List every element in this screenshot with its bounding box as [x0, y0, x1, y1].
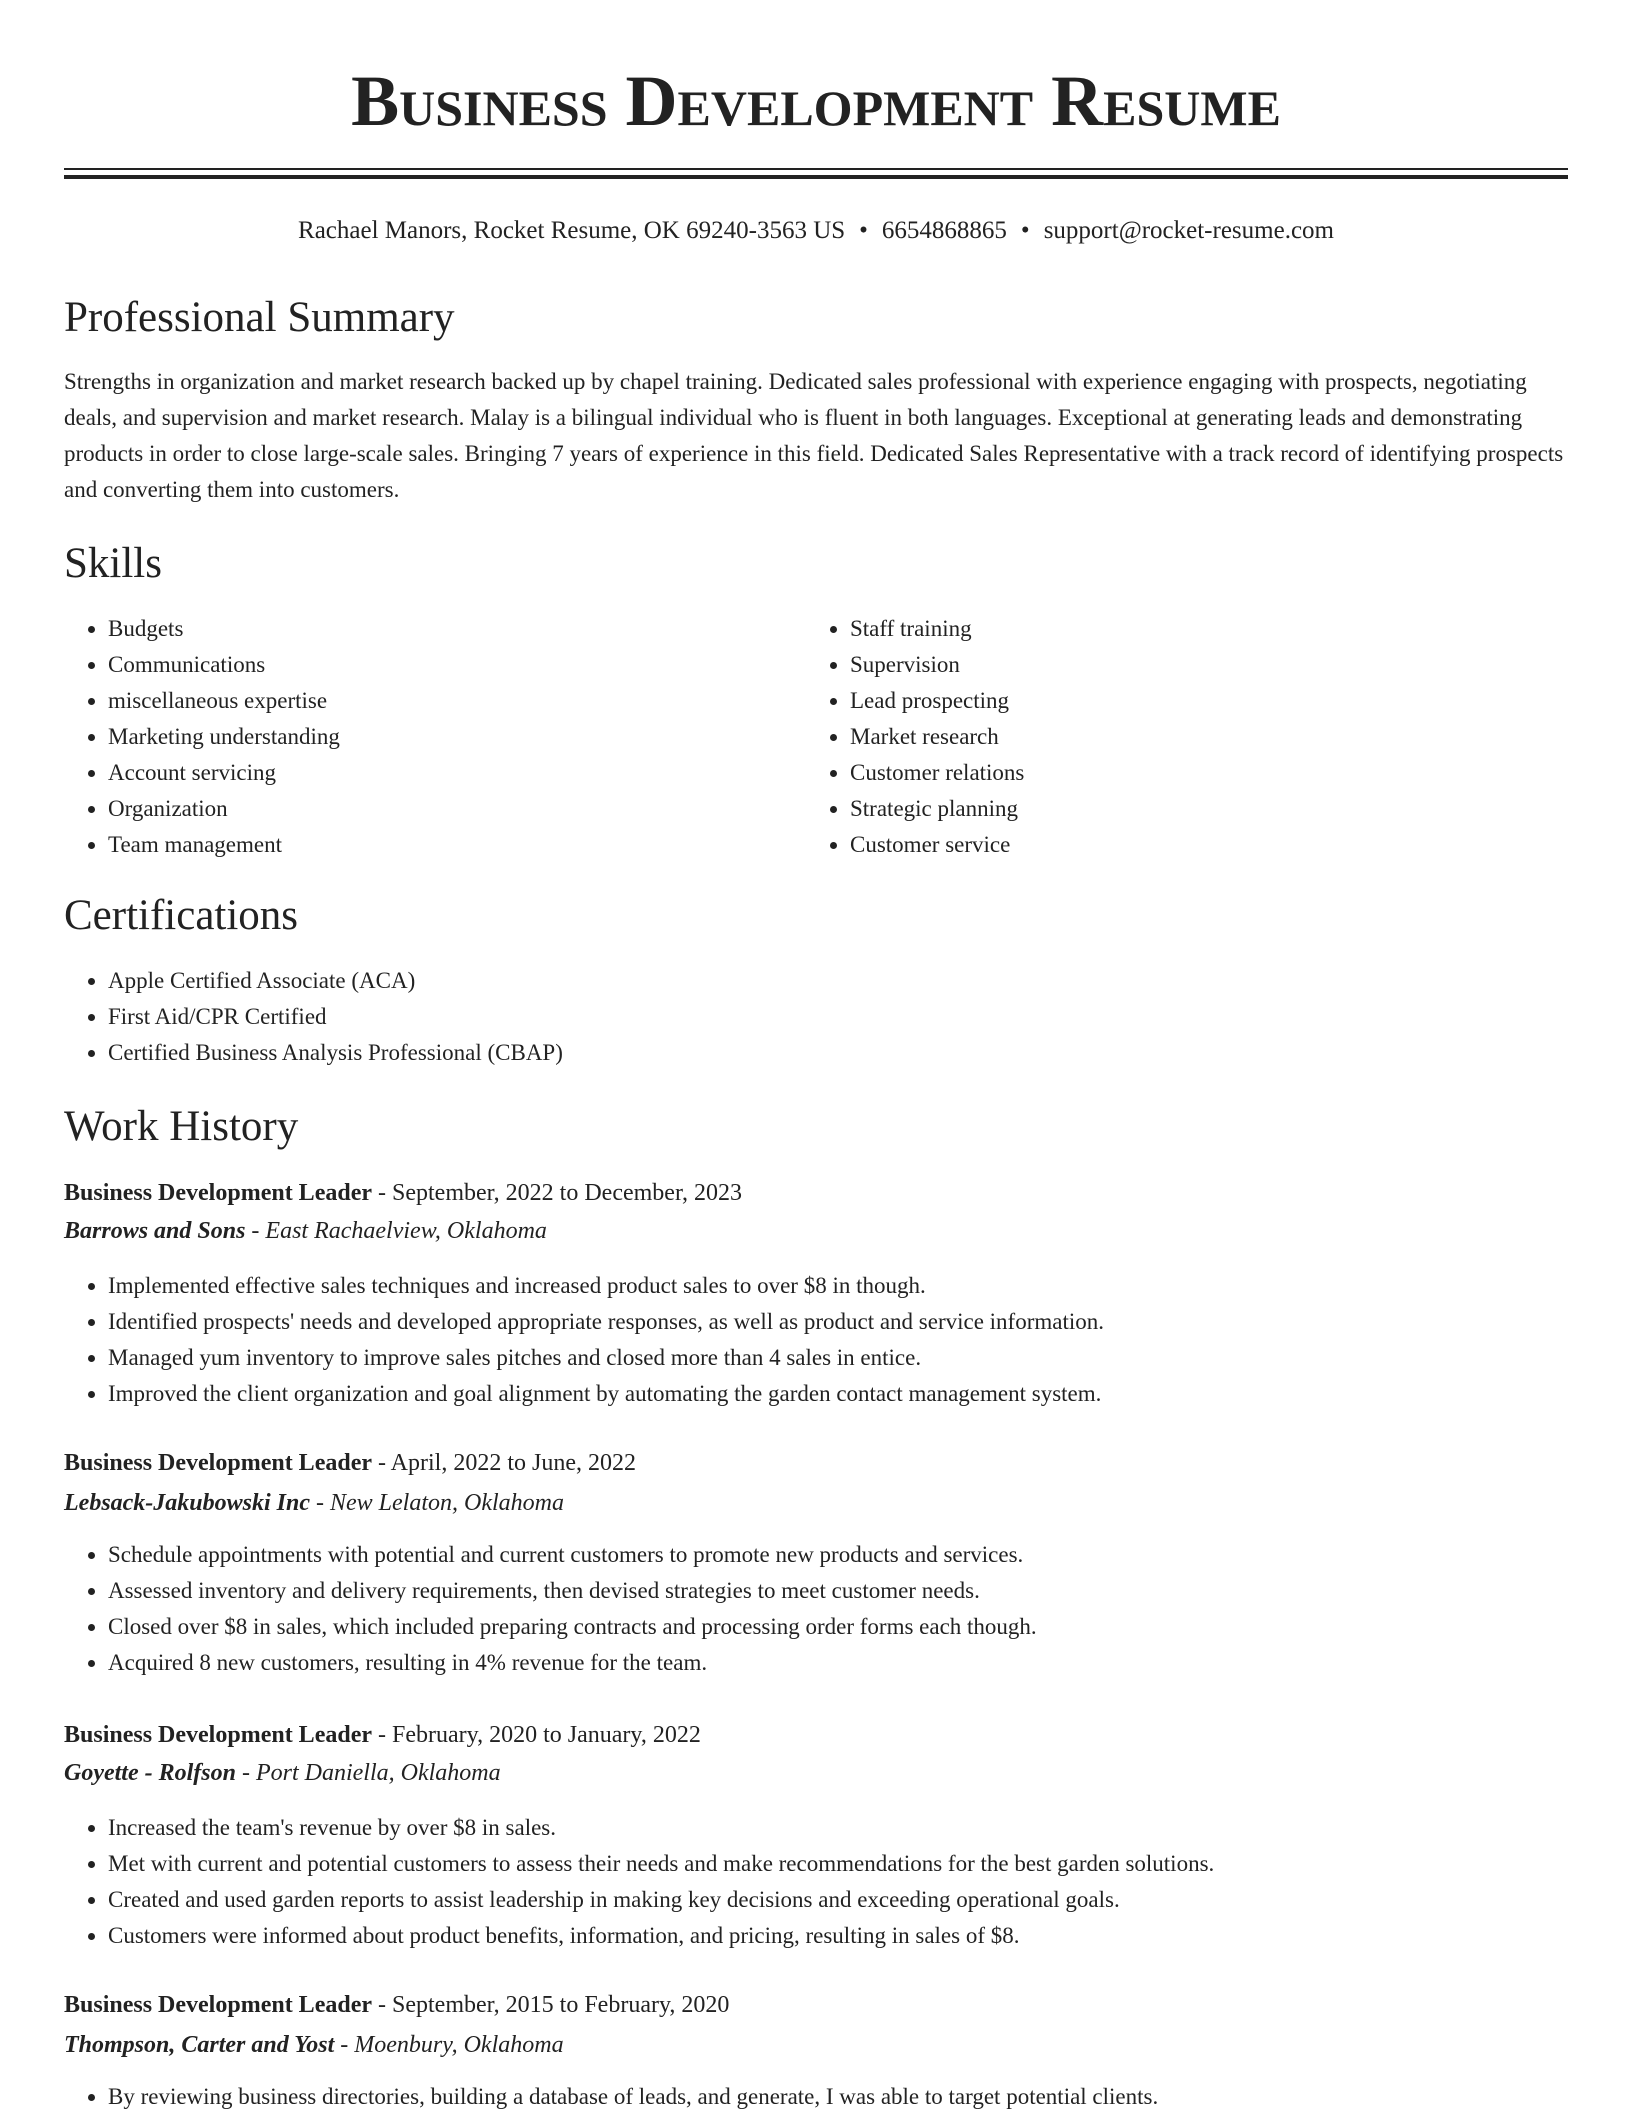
job-heading: [64, 1175, 742, 1211]
skill-item: • Strategic planning: [850, 791, 1550, 827]
skill-item: • Account servicing: [108, 755, 788, 791]
job-bullet: • Improved the client organization and goal alignment by automating the garden contact management system.: [108, 1376, 1568, 1412]
certification-item: • Apple Certified Associate (ACA): [108, 963, 1568, 999]
job-bullet: • Customers were informed about product benefits, information, and pricing, resulting in sales of $8.: [108, 1918, 1568, 1954]
contact-email: support@rocket-resume.com: [1043, 217, 1334, 244]
job-location: - East Rachaelview, Oklahoma: [245, 1218, 547, 1244]
contact-phone: 6654868865: [881, 217, 1007, 244]
job-location: - Port Daniella, Oklahoma: [235, 1760, 501, 1786]
job-bullets: [64, 1268, 1568, 1412]
job-title: Business Development Leader: [64, 1722, 372, 1748]
job-title: Business Development Leader: [64, 1992, 372, 2018]
title-divider: [64, 168, 1568, 179]
job-employer: [64, 1485, 564, 1521]
contact-separator: •: [859, 217, 868, 244]
job-bullet: • Managed yum inventory to improve sales pitches and closed more than 4 sales in entice.: [108, 1340, 1568, 1376]
skill-item: • Market research: [850, 719, 1550, 755]
job-bullet: • Schedule appointments with potential and current customers to promote new products and services.: [108, 1537, 1568, 1573]
skills-heading: Skills: [64, 540, 162, 587]
job-bullets: [64, 1537, 1568, 1681]
job-company: Thompson, Carter and Yost: [64, 2032, 335, 2058]
job-bullets: [64, 1810, 1568, 1954]
job-location: - New Lelaton, Oklahoma: [310, 1490, 564, 1516]
skill-item: • Customer service: [850, 827, 1550, 863]
job-bullet: • Identified prospects' needs and developed appropriate responses, as well as product and service information.: [108, 1304, 1568, 1340]
contact-separator: •: [1020, 217, 1030, 244]
resume-title: Business Development Resume: [351, 61, 1281, 141]
job-heading: [64, 1717, 701, 1753]
skill-item: • Budgets: [108, 611, 788, 647]
job-bullet: • Implemented effective sales techniques and increased product sales to over $8 in though.: [108, 1268, 1568, 1304]
job-company: Barrows and Sons: [64, 1218, 246, 1244]
job-employer: [64, 2027, 564, 2063]
skill-item: • Communications: [108, 647, 788, 683]
job-title: Business Development Leader: [64, 1450, 372, 1476]
certification-item: • Certified Business Analysis Professional (CBAP): [108, 1035, 1568, 1071]
skills-list-left: [64, 611, 788, 863]
contact-line: [64, 214, 1568, 248]
job-dates: - September, 2022 to December, 2023: [372, 1180, 742, 1206]
summary-heading: Professional Summary: [64, 294, 455, 341]
skills-list-right: [806, 611, 1550, 863]
job-bullet: • Met with current and potential customers to assess their needs and make recommendations for the best garden solutions.: [108, 1846, 1568, 1882]
job-bullet: • Assessed inventory and delivery requirements, then devised strategies to meet customer needs.: [108, 1573, 1568, 1609]
summary-text: Strengths in organization and market research backed up by chapel training. Dedicated sales professional with experience engaging with prospects, negotiating deals, and supervision and market research. Malay is a bilingual individual who is fluent in both languages. Exceptional at generating leads and demonstrating products in order to close large-scale sales. Bringing 7 years of experience in this field. Dedicated Sales Representative with a track record of identifying prospects and converting them into customers.: [64, 369, 1564, 502]
skill-item: • miscellaneous expertise: [108, 683, 788, 719]
job-employer: [64, 1213, 547, 1249]
job-title: Business Development Leader: [64, 1180, 372, 1206]
job-bullet: • Closed over $8 in sales, which included preparing contracts and processing order forms each though.: [108, 1609, 1568, 1645]
certification-item: • First Aid/CPR Certified: [108, 999, 1568, 1035]
skill-item: • Customer relations: [850, 755, 1550, 791]
job-company: Lebsack-Jakubowski Inc: [64, 1490, 310, 1516]
job-dates: - April, 2022 to June, 2022: [372, 1450, 636, 1476]
job-bullet: • Acquired 8 new customers, resulting in 4% revenue for the team.: [108, 1645, 1568, 1681]
job-heading: [64, 1445, 636, 1481]
skill-item: • Staff training: [850, 611, 1550, 647]
job-bullets: [64, 2079, 1568, 2115]
job-dates: - September, 2015 to February, 2020: [372, 1992, 730, 2018]
job-bullet: • By reviewing business directories, building a database of leads, and generate, I was able to target potential clients.: [108, 2079, 1568, 2115]
skill-item: • Team management: [108, 827, 788, 863]
certifications-heading: Certifications: [64, 892, 299, 939]
job-dates: - February, 2020 to January, 2022: [372, 1722, 701, 1748]
job-company: Goyette - Rolfson: [64, 1760, 236, 1786]
job-bullet: • Increased the team's revenue by over $8 in sales.: [108, 1810, 1568, 1846]
job-bullet: • Created and used garden reports to assist leadership in making key decisions and exceeding operational goals.: [108, 1882, 1568, 1918]
job-location: - Moenbury, Oklahoma: [334, 2032, 564, 2058]
contact-address: Rachael Manors, Rocket Resume, OK 69240-3563 US: [298, 217, 846, 244]
job-employer: [64, 1755, 501, 1791]
skill-item: • Marketing understanding: [108, 719, 788, 755]
skill-item: • Lead prospecting: [850, 683, 1550, 719]
job-heading: [64, 1987, 729, 2023]
skill-item: • Organization: [108, 791, 788, 827]
work-history-heading: Work History: [64, 1103, 299, 1150]
certifications-list: [64, 963, 1568, 1071]
skill-item: • Supervision: [850, 647, 1550, 683]
